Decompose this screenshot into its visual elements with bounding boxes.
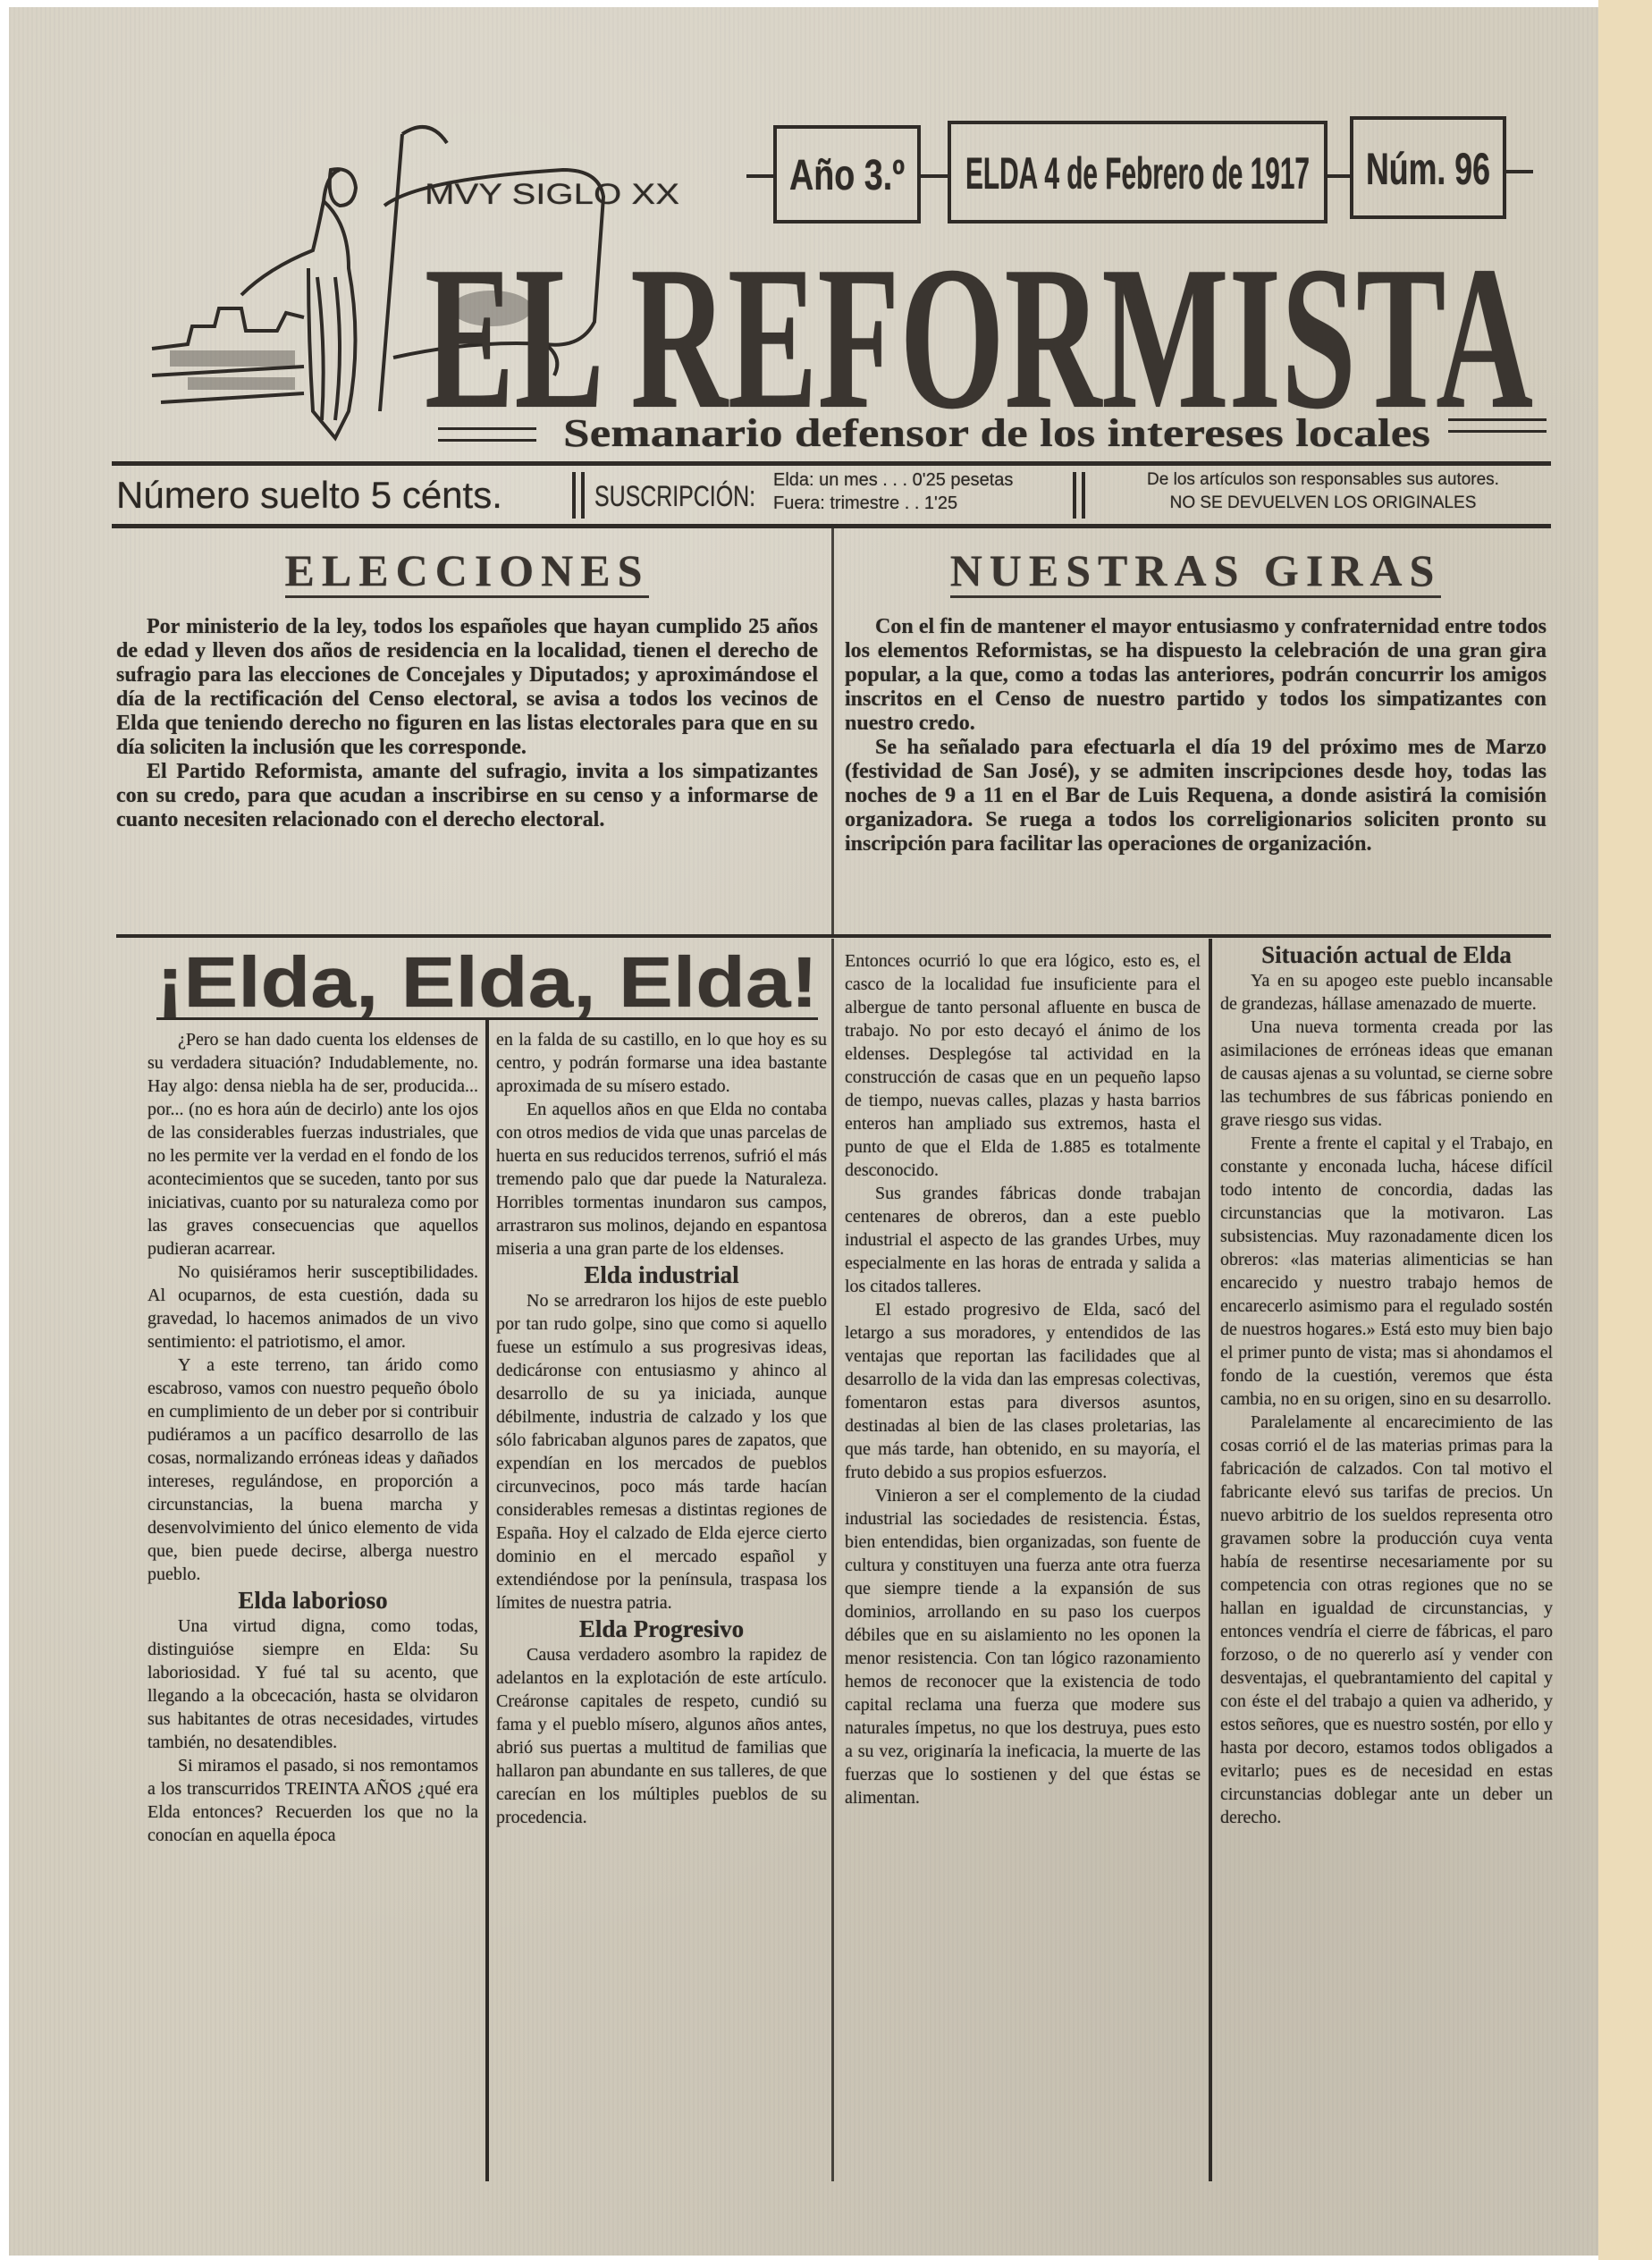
issue-text: Núm. 96: [1366, 144, 1490, 194]
info-divider: [581, 472, 585, 519]
article-paragraph: El Partido Reformista, amante del sufragio, invita a los simpatizantes con su credo, para que acudan a inscribirse en su censo y a informarse de cuanto necesiten relacionado con el derecho electoral.: [116, 760, 818, 831]
article-elda-heading-text: ¡Elda, Elda, Elda!: [156, 946, 818, 1017]
article-paragraph: En aquellos años en que Elda no contaba con otros medios de vida que unas parcelas de huerta en sus reducidos terrenos, sufrió el más tremendo palo que dar puede la Naturaleza. Horribles tormentas inundaron sus campos, arrastraron sus molinos, dejando en espantosa miseria a una gran parte de los eldenses.: [496, 1100, 827, 1259]
article-paragraph: Paralelamente al encarecimiento de las cosas corrió el de las materias primas para la fabricación de calzados. Con tal motivo el fabricante elevó sus tarifas de precios. Un nuevo arbitrio de los sueldos representa otro gravamen sobre la producción cuya venta había de resentirse necesariamente por su competencia con otras regiones que no se hallan en igualdad de circunstancias, y entonces vendría el cierre de fábricas, el paro forzoso, o de no quererlo así y vender con desventajas, el quebrantamiento del capital y con éste el del trabajo a quien va adherido, y estos señores, que es nuestro sostén, por ello y hasta por decoro, estamos todos obligados a evitarlo; pues es de necesidad en estas circunstancias doblegar ante un deber un derecho.: [1220, 1412, 1553, 1827]
disclaimer-originals: NO SE DEVUELVEN LOS ORIGINALES: [1169, 493, 1477, 512]
center-column-rule-lower: [831, 939, 834, 2181]
info-divider: [1073, 472, 1076, 519]
center-column-rule: [831, 527, 834, 934]
article-paragraph: Una nueva tormenta creada por las asimilaciones de erróneas ideas que emanan de causas ajenas a su voluntad, se cierne sobre las techumbres de sus fábricas poniendo en grave riesgo sus vidas.: [1220, 1017, 1553, 1130]
article-paragraph: Se ha señalado para efectuarla el día 19 del próximo mes de Marzo (festividad de San José), y se admiten inscripciones desde hoy, todas las noches de 9 a 11 en el Bar de Luis Requena, a donde asistirá la comisión organizadora. Se ruega a todos los correligionarios soliciten pronto su inscripción para facilitar las operaciones de organización.: [845, 736, 1547, 856]
scan-edge: [1598, 0, 1652, 2260]
subheading-elda-laborioso: Elda laborioso: [238, 1587, 388, 1614]
subscription-label: [592, 474, 762, 515]
article-nuestras-giras: [845, 545, 1547, 856]
newspaper-title: [420, 241, 1547, 420]
editorial-disclaimer: [1100, 468, 1547, 515]
section-rule: [116, 934, 1551, 938]
subtitle-ornament-left: [438, 427, 536, 442]
article-paragraph: Con el fin de mantener el mayor entusiasmo y confraternidad entre todos los elementos Reformistas, se ha dispuesto la celebración de una gran gira popular, a la que, como a todas las anteriores, podrán concurrir los amigos inscritos en el Censo de nuestro partido y todos los simpatizantes con nuestro credo.: [845, 615, 1547, 735]
article-paragraph: Causa verdadero asombro la rapidez de adelantos en la explotación de este artículo. Creáronse capitales de respeto, cundió su fama y el pueblo mísero, algunos años antes, abrió sus puertas a multitud de familias que hallaron pan abundante en sus talleres, de que carecían en los múltiples pueblos de su procedencia.: [496, 1645, 827, 1827]
article-paragraph: Y a este terreno, tan árido como escabroso, vamos con nuestro pequeño óbolo en cumplimiento de un deber por si contribuir pudiéramos a un pacífico desarrollo de las cosas, normalizando erróneas ideas y dañados intereses, regulándose, en proporción a circunstancias, la buena marcha y desenvolvimiento del único elemento de vida que, bien puede decirse, alberga nuestro pueblo.: [148, 1355, 478, 1584]
year-text: Año 3.º: [789, 152, 905, 199]
issue-box: [1350, 116, 1506, 219]
column-rule: [485, 1019, 489, 2181]
subscription-local-rate: Elda: un mes . . . 0'25 pesetas: [773, 470, 1014, 490]
article-paragraph: en la falda de su castillo, en lo que hoy es su centro, y podrán formarse una idea bastante aproximada de su mísero estado.: [496, 1030, 827, 1096]
newspaper-subtitle-text: Semanario defensor de los intereses locales: [563, 411, 1430, 455]
subtitle-ornament-right: [1448, 418, 1547, 433]
newspaper-title-text: EL REFORMISTA: [425, 241, 1533, 420]
article-paragraph: Frente a frente el capital y el Trabajo, en constante y enconada lucha, hácese difícil todo intento de concordia, dadas las circunstancias que la motivaron. Las subsistencias. Muy razonadamente dicen los obreros: «las materias alimenticias se han encarecido y nuestro trabajo hemos de encarecerlo asimismo para el regulado sostén de nuestros hogares.» Está esto muy bien bajo el primer punto de vista; mas si ahondamos el fondo de la cuestión, veremos que ésta cambia, no en su origen, sino en su desarrollo.: [1220, 1134, 1553, 1409]
single-copy-price: Número suelto 5 cénts.: [116, 474, 502, 516]
article-paragraph: Una virtud digna, como todas, distinguióse siempre en Elda: Su laboriosidad. Y fué tal su acento, que llegando a la obcecación, hasta se olvidaron sus habitantes de otras necesidades, virtudes también, no desatendibles.: [148, 1616, 478, 1752]
article-heading-text: ELECCIONES: [285, 545, 650, 598]
info-divider: [1082, 472, 1085, 519]
subscription-label-text: SUSCRIPCIÓN:: [594, 480, 755, 512]
elda-column-3: [845, 949, 1201, 1809]
disclaimer-authors: De los artículos son responsables sus autores.: [1147, 470, 1499, 489]
article-paragraph: Entonces ocurrió lo que era lógico, esto es, el casco de la localidad fue insuficiente para el albergue de tanto personal afluente en busca de trabajo. No por esto decayó el ánimo de los eldenses. Desplegóse tal actividad en la construcción de casas que en un pequeño lapso de tiempo, nuevas calles, plazas y hasta barrios enteros han ampliado sus extremos, hasta el punto de que el Elda de 1.885 es totalmente desconocido.: [845, 951, 1201, 1180]
subheading-situacion-actual: Situación actual de Elda: [1261, 941, 1512, 968]
box-connector: [1328, 174, 1350, 178]
article-paragraph: Sus grandes fábricas donde trabajan centenares de obreros, dan a este pueblo industrial el aspecto de las grandes Urbes, muy especialmente en las horas de entrada y salida a los citados talleres.: [845, 1184, 1201, 1296]
subscription-rates: [773, 468, 1013, 515]
elda-column-2: [496, 1028, 827, 1829]
box-connector: [746, 174, 773, 178]
dateline-box: [948, 121, 1328, 223]
dateline-text: ELDA 4 de Febrero de 1917: [965, 148, 1310, 198]
article-paragraph: Si miramos el pasado, si nos remontamos a los transcurridos TREINTA AÑOS ¿qué era Elda entonces? Recuerden los que no la conocían en aquella época: [148, 1756, 478, 1845]
box-connector: [1506, 170, 1533, 173]
masthead-rule-top: [112, 461, 1551, 466]
subheading-elda-industrial: Elda industrial: [584, 1261, 739, 1288]
masthead-banner: [420, 170, 688, 215]
article-paragraph: Por ministerio de la ley, todos los españoles que hayan cumplido 25 años de edad y lleven dos años de residencia en la localidad, tienen el derecho de sufragio para las elecciones de Concejales y Diputados; y aproximándose el día de la rectificación del Censo electoral, se avisa a todos los vecinos de Elda que teniendo derecho no figuren en las listas electorales para que en su día soliciten la inclusión que les corresponde.: [116, 615, 818, 759]
masthead-banner-text: MVY SIGLO XX: [425, 178, 679, 210]
article-paragraph: El estado progresivo de Elda, sacó del letargo a sus moradores, y entendidos de las ventajas que reportan las facilidades que al desarrollo de la vida dan las empresas colectivas, fomentaron estas para diversos asuntos, destinadas al bien de las clases proletarias, las que más tarde, han obtenido, en su mayoría, el fruto debido a sus propios esfuerzos.: [845, 1300, 1201, 1482]
newspaper-subtitle: [554, 407, 1439, 457]
article-heading-text: NUESTRAS GIRAS: [950, 545, 1442, 598]
article-elecciones: [116, 545, 818, 832]
year-box: [773, 125, 921, 223]
article-paragraph: No se arredraron los hijos de este pueblo por tan rudo golpe, sino que como si aquello fuese un estímulo a sus progresivas ideas, dedicáronse con entusiasmo y ahinco al desarrollo de su ya iniciada, aunque débilmente, industria de calzado y los que sólo fabricaban algunos pares de zapatos, que expendían en los mercados de pueblos circunvecinos, poco más tarde hacían considerables remesas a distintas regiones de España. Hoy el calzado de Elda ejerce cierto dominio en el mercado español y extendiéndose por la península, traspasa los límites de nuestra patria.: [496, 1291, 827, 1613]
subscription-remote-rate: Fuera: trimestre . . 1'25: [773, 493, 958, 513]
article-heading: [116, 545, 818, 595]
article-paragraph: Vinieron a ser el complemento de la ciudad industrial las sociedades de resistencia. Éstas, bien entendidas, bien organizadas, son fuente de cultura y constituyen una fuerza ante otra fuerza que siempre tiende a la expansión de sus dominios, arrollando en su paso los cuerpos débiles que en su aislamiento no les oponen la menor resistencia. Con tan lógico razonamiento hemos de reconocer que la existencia de todo capital reclama una fuerza que modere sus naturales ímpetus, no que los destruya, pues esto a su vez, originaría la ineficacia, la muerte de las fuerzas que lo sostienen y del que éstas se alimentan.: [845, 1486, 1201, 1808]
elda-column-1: [148, 1028, 478, 1847]
article-paragraph: No quisiéramos herir susceptibilidades. Al ocuparnos, de esta cuestión, dada su gravedad, lo hacemos animados de un vivo sentimiento: el patriotismo, el amor.: [148, 1262, 478, 1352]
column-rule: [1209, 939, 1212, 2181]
box-connector: [921, 174, 948, 178]
subheading-elda-progresivo: Elda Progresivo: [578, 1615, 745, 1642]
article-paragraph: ¿Pero se han dado cuenta los eldenses de su verdadera situación? Indudablemente, no. Hay algo: densa niebla ha de ser, producida... por... (no es hora aún de decirlo) ante los ojos de las considerables fuerzas industriales, que no les permite ver la verdad en el fondo de los acontecimientos que se suceden, tanto por sus iniciativas, cuanto por su naturaleza como por las graves consecuencias que aquellos pudieran acarrear.: [148, 1030, 478, 1259]
elda-column-4: [1220, 940, 1553, 1829]
article-heading: [845, 545, 1547, 595]
article-paragraph: Ya en su apogeo este pueblo incansable de grandezas, hállase amenazado de muerte.: [1220, 971, 1553, 1014]
info-divider: [572, 472, 576, 519]
article-elda-heading: [148, 946, 827, 1017]
